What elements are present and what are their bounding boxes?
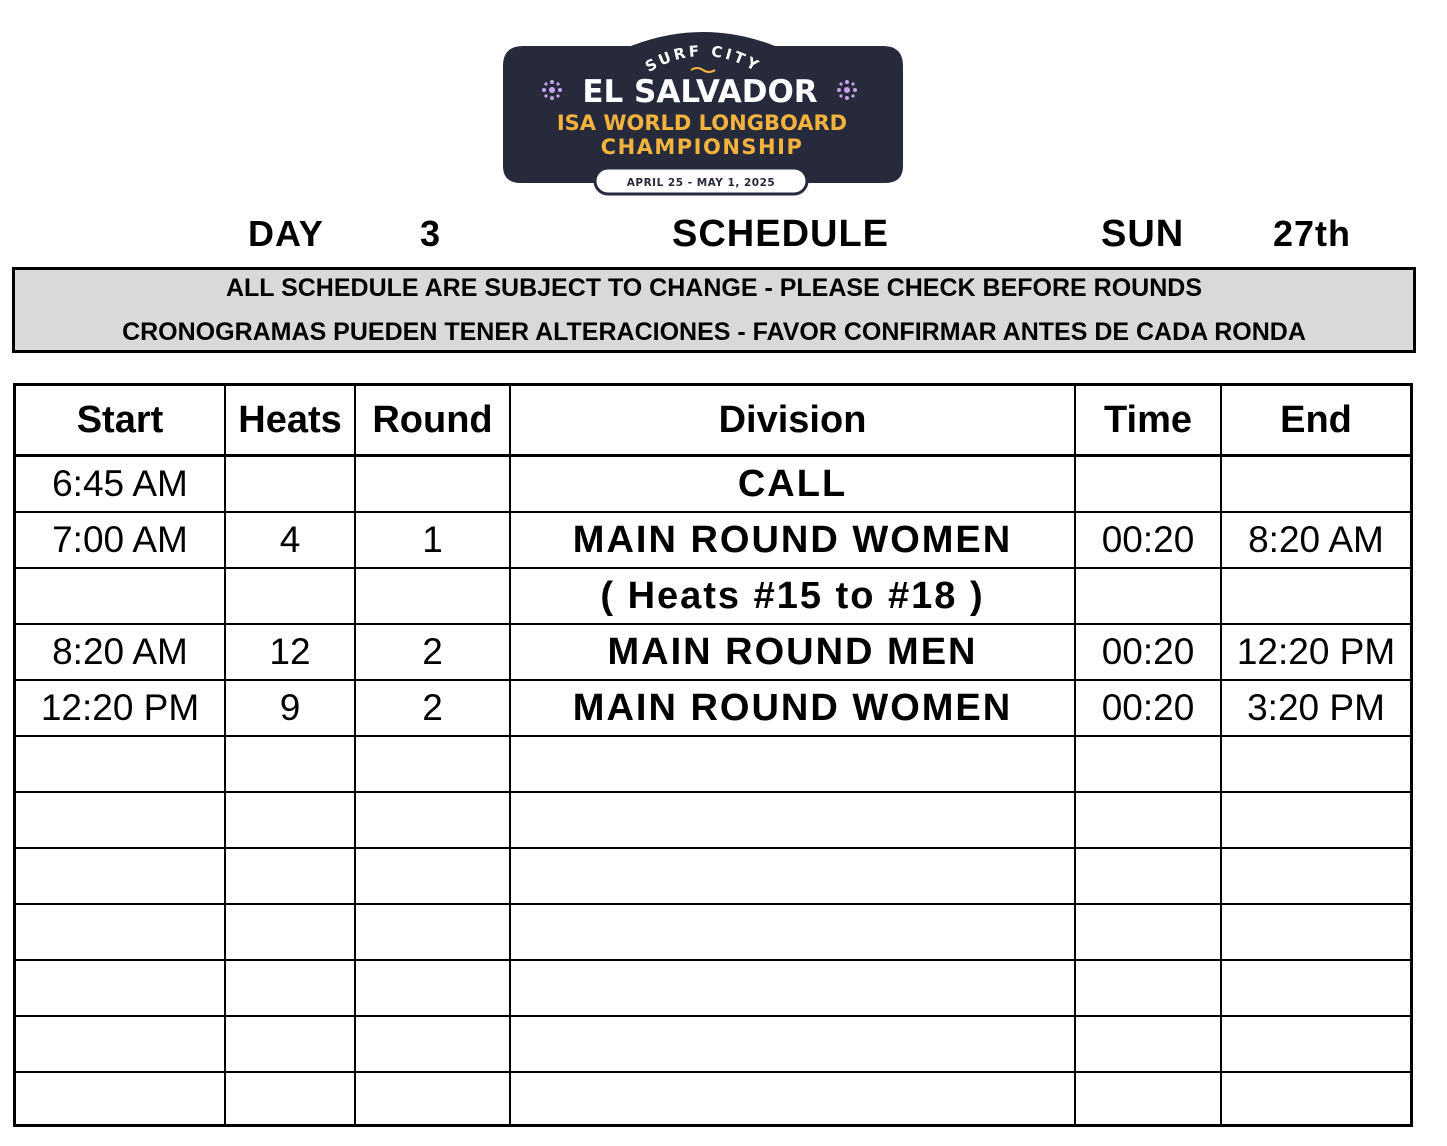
cell-division [510, 904, 1075, 960]
cell-time [1075, 848, 1221, 904]
date: 27th [1273, 213, 1352, 254]
table-row [16, 1016, 1410, 1072]
cell-end [1221, 904, 1410, 960]
cell-end [1221, 792, 1410, 848]
cell-end: 8:20 AM [1221, 512, 1410, 568]
cell-end [1221, 848, 1410, 904]
table-row [16, 792, 1410, 848]
table-row [16, 736, 1410, 792]
cell-time [1075, 960, 1221, 1016]
cell-time: 00:20 [1075, 680, 1221, 736]
table-row [16, 1072, 1410, 1127]
cell-round [355, 848, 510, 904]
logo-isa-world-longboard: ISA WORLD LONGBOARD [556, 111, 848, 135]
cell-heats [225, 904, 355, 960]
cell-round [355, 1016, 510, 1072]
cell-end: 3:20 PM [1221, 680, 1410, 736]
cell-start [16, 960, 225, 1016]
cell-time [1075, 456, 1221, 513]
cell-time: 00:20 [1075, 512, 1221, 568]
cell-start: 6:45 AM [16, 456, 225, 513]
cell-end: 12:20 PM [1221, 624, 1410, 680]
cell-division [510, 792, 1075, 848]
table-row [16, 568, 1410, 624]
table-header-row [16, 386, 1410, 456]
cell-round [355, 960, 510, 1016]
day-number: 3 [420, 213, 442, 254]
cell-round [355, 568, 510, 624]
table-row [16, 512, 1410, 568]
cell-start [16, 848, 225, 904]
cell-round: 1 [355, 512, 510, 568]
column-header-time: Time [1075, 386, 1221, 456]
cell-round [355, 904, 510, 960]
cell-division: MAIN ROUND WOMEN [510, 512, 1075, 568]
cell-division: CALL [510, 456, 1075, 513]
cell-round: 2 [355, 624, 510, 680]
table-row [16, 848, 1410, 904]
flower-icon-left [542, 80, 562, 100]
notice-english: ALL SCHEDULE ARE SUBJECT TO CHANGE - PLEASE CHECK BEFORE ROUNDS [225, 274, 1202, 302]
cell-start [16, 1072, 225, 1127]
cell-division: ( Heats #15 to #18 ) [510, 568, 1075, 624]
event-logo [503, 28, 903, 198]
cell-time [1075, 568, 1221, 624]
column-header-heats: Heats [225, 386, 355, 456]
cell-end [1221, 960, 1410, 1016]
column-header-division: Division [510, 386, 1075, 456]
cell-time: 00:20 [1075, 624, 1221, 680]
cell-start: 8:20 AM [16, 624, 225, 680]
cell-division: MAIN ROUND WOMEN [510, 680, 1075, 736]
cell-time [1075, 1072, 1221, 1127]
cell-time [1075, 736, 1221, 792]
cell-heats: 4 [225, 512, 355, 568]
cell-heats: 12 [225, 624, 355, 680]
cell-end [1221, 736, 1410, 792]
cell-start: 7:00 AM [16, 512, 225, 568]
cell-heats [225, 960, 355, 1016]
cell-time [1075, 792, 1221, 848]
notice-spanish: CRONOGRAMAS PUEDEN TENER ALTERACIONES - FAVOR CONFIRMAR ANTES DE CADA RONDA [122, 318, 1306, 346]
cell-division [510, 736, 1075, 792]
column-header-end: End [1221, 386, 1410, 456]
cell-end [1221, 1016, 1410, 1072]
cell-heats [225, 1016, 355, 1072]
cell-start [16, 568, 225, 624]
cell-start [16, 1016, 225, 1072]
cell-heats [225, 792, 355, 848]
cell-heats [225, 848, 355, 904]
cell-heats: 9 [225, 680, 355, 736]
cell-division [510, 848, 1075, 904]
cell-division: MAIN ROUND MEN [510, 624, 1075, 680]
cell-end [1221, 456, 1410, 513]
cell-time [1075, 904, 1221, 960]
cell-start [16, 904, 225, 960]
day-label: DAY [248, 213, 324, 254]
table-row [16, 624, 1410, 680]
table-row [16, 680, 1410, 736]
flower-icon-right [837, 80, 857, 100]
schedule-table [13, 383, 1413, 1127]
table-row [16, 904, 1410, 960]
cell-round [355, 792, 510, 848]
column-header-start: Start [16, 386, 225, 456]
cell-start [16, 736, 225, 792]
cell-start [16, 792, 225, 848]
cell-division [510, 1072, 1075, 1127]
cell-round: 2 [355, 680, 510, 736]
column-header-round: Round [355, 386, 510, 456]
cell-time [1075, 1016, 1221, 1072]
cell-heats [225, 568, 355, 624]
schedule-title: SCHEDULE [672, 213, 890, 255]
cell-end [1221, 568, 1410, 624]
logo-dates: APRIL 25 - MAY 1, 2025 [626, 177, 776, 189]
cell-start: 12:20 PM [16, 680, 225, 736]
logo-el-salvador: EL SALVADOR [582, 74, 818, 110]
weekday: SUN [1101, 213, 1185, 255]
cell-division [510, 960, 1075, 1016]
cell-round [355, 736, 510, 792]
logo-championship: CHAMPIONSHIP [600, 135, 804, 159]
cell-heats [225, 736, 355, 792]
schedule-notice [12, 267, 1416, 353]
cell-round [355, 456, 510, 513]
cell-round [355, 1072, 510, 1127]
cell-heats [225, 1072, 355, 1127]
cell-end [1221, 1072, 1410, 1127]
table-row [16, 960, 1410, 1016]
cell-heats [225, 456, 355, 513]
logo-surf-city: SURF CITY [642, 41, 764, 76]
table-row [16, 456, 1410, 513]
cell-division [510, 1016, 1075, 1072]
